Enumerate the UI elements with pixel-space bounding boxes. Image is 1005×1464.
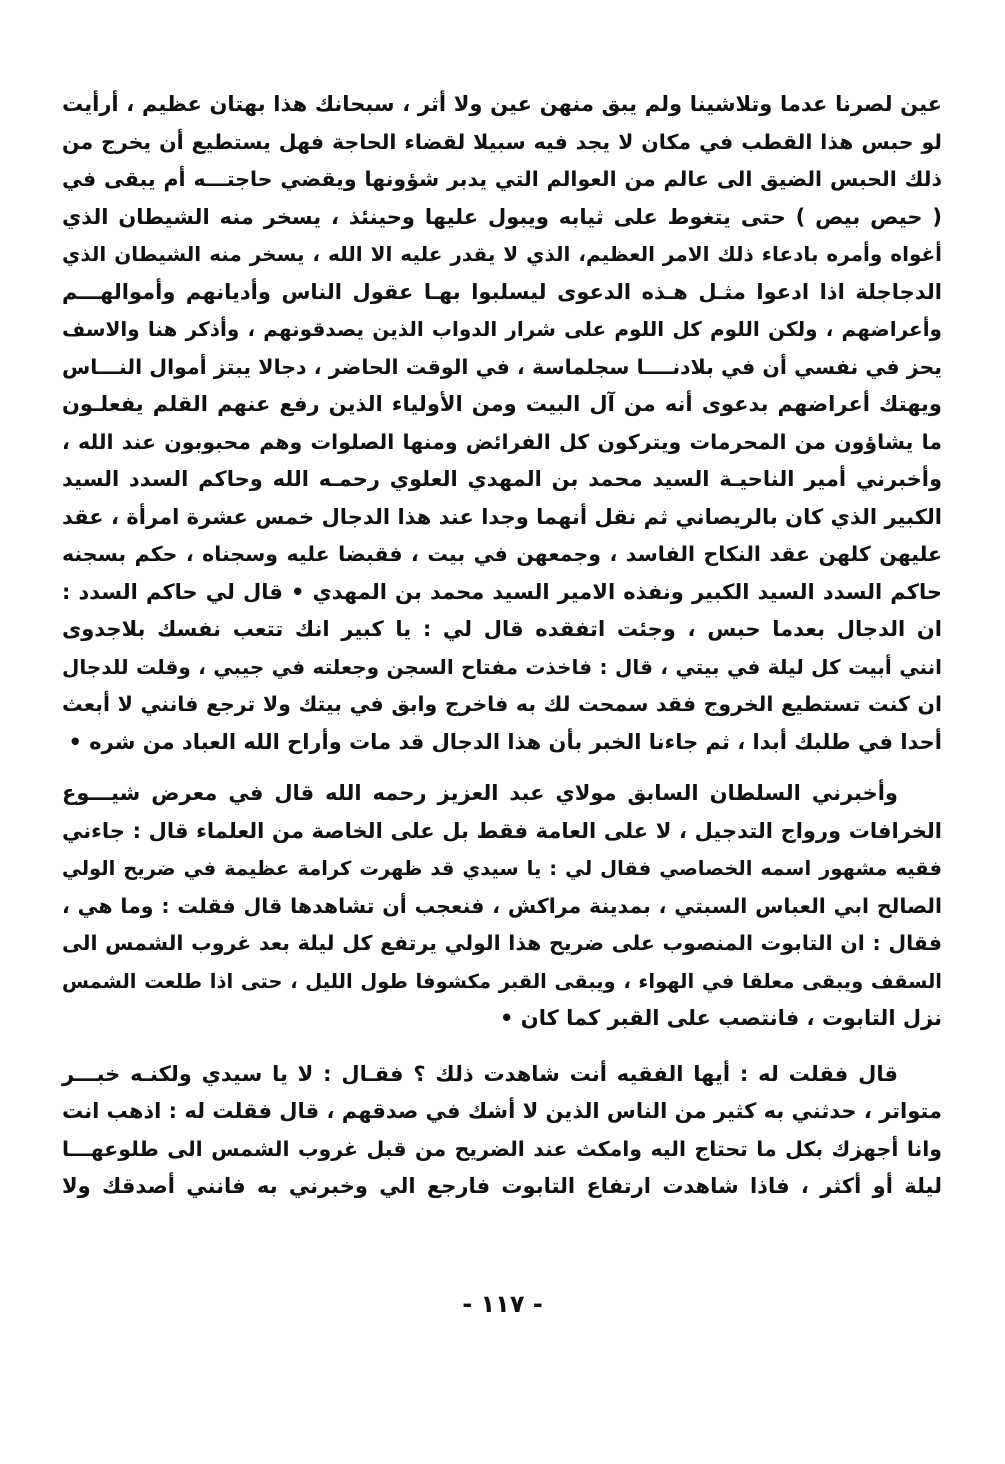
text-line: متواتر ، حدثني به كثير من الناس الذين لا أشك في صدقهم ، قال فقلت له : اذهب انت [61,1099,942,1123]
text-line: حاكم السدد السيد الكبير ونفذه الامير السيد محمد بن المهدي • قال لي حاكم السدد : [62,579,942,604]
text-line: ذلك الحبس الضيق الى عالم من العوالم التي يدبر شؤونها ويقضي حاجتـــه أم يبقى في [62,167,942,191]
text-line: ( حيص بيص ) حتى يتغوط على ثيابه ويبول عليها وحينئذ ، يسخر منه الشيطان الذي [62,204,942,229]
paragraph-3 [62,1056,942,1206]
text-line: نزل التابوت ، فانتصب على القبر كما كان • [500,1006,942,1030]
text-line: السقف ويبقى معلقا في الهواء ، ويبقى القبر مكشوفا طول الليل ، حتى اذا طلعت الشمس [62,969,942,993]
text-line: وأعراضهم ، ولكن اللوم كل اللوم على شرار الدواب الذين يصدقونهم ، وأذكر هنا والاسف [62,317,942,341]
text-line: وأخبرني السلطان السابق مولاي عبد العزيز رحمه الله قال في معرض شيـــوع [62,781,898,805]
text-line: ما يشاؤون من المحرمات ويتركون كل الفرائض ومنها الصلوات وهم محبوبون عند الله ، [62,429,942,454]
text-line: قال فقلت له : أيها الفقيه أنت شاهدت ذلك ؟ فقـال : لا يا سيدي ولكنـه خبـــر [62,1061,898,1086]
text-line: أغواه وأمره بادعاء ذلك الامر العظيم، الذي لا يقدر عليه الا الله ، يسخر منه الشيطان الذي [62,242,942,266]
text-line: الصالح ابي العباس السبتي ، بمدينة مراكش ، فنعجب أن تشاهدها قال فقلت : وما هي ، [62,893,942,918]
page-number: - ١١٧ - [462,1290,543,1318]
text-line: انني أبيت كل ليلة في بيتي ، قال : فاخذت مفتاح السجن وجعلته في جيبي ، وقلت للدجال [62,654,942,679]
text-line: الدجاجلة اذا ادعوا مثـل هـذه الدعوى ليسلبوا بهـا عقول الناس وأديانهم وأموالهـــم [62,279,942,304]
text-line: عين لصرنا عدما وتلاشينا ولم يبق منهن عين ولا أثر ، سبحانك هذا بهتان عظيم ، أرأيت [62,92,942,116]
text-line: فقال : ان التابوت المنصوب على ضريح هذا الولي يرتفع كل ليلة بعد غروب الشمس الى [62,931,942,955]
text-line: الخرافات ورواج التدجيل ، لا على العامة فقط بل على الخاصة من العلماء قال : جاءني [62,818,942,843]
text-line: عليهن كلهن عقد النكاح الفاسد ، وجمعهن في بيت ، فقبضا عليه وسجناه ، حكم بسجنه [62,542,942,566]
paragraph-1 [62,86,942,761]
text-line: أحدا في طلبك أبدا ، ثم جاءنا الخبر بأن هذا الدجال قد مات وأراح الله العباد من شره • [68,729,942,754]
text-line: ان كنت تستطيع الخروج فقد سمحت لك به فاخرج وابق في بيتك ولا ترجع فانني لا أبعث [62,692,942,716]
paragraph-2 [62,775,942,1038]
text-line: ان الدجال بعدما حبس ، وجئت اتفقده قال لي : يا كبير انك تتعب نفسك بلاجدوى [62,617,942,641]
text-line: الكبير الذي كان بالريصاني ثم نقل أنهما وجدا عند هذا الدجال خمس عشرة امرأة ، عقد [62,504,942,529]
text-line: يحز في نفسي أن في بلادنــــا سجلماسة ، في الوقت الحاضر ، دجالا يبتز أموال النـــاس [62,354,942,379]
text-line: لو حبس هذا القطب في مكان لا يجد فيه سبيلا لقضاء الحاجة فهل يستطيع أن يخرج من [62,129,942,154]
text-line: وأخبرني أمير الناحيـة السيد محمد بن المهدي العلوي رحمـه الله وحاكم السدد السيد [62,467,942,491]
text-line: فقيه مشهور اسمه الخصاصي فقال لي : يا سيدي قد ظهرت كرامة عظيمة في ضريح الولي [62,857,942,880]
text-line: وانا أجهزك بكل ما تحتاج اليه وامكث عند الضريح من قبل غروب الشمس الى طلوعهـــا [62,1136,942,1161]
page-body [62,86,942,1206]
text-line: ليلة أو أكثر ، فاذا شاهدت ارتفاع التابوت فارجع الي وخبرني به فانني أصدقك ولا [62,1174,942,1198]
text-line: ويهتك أعراضهم بدعوى أنه من آل البيت ومن الأولياء الذين رفع عنهم القلم يفعلـون [62,392,942,416]
